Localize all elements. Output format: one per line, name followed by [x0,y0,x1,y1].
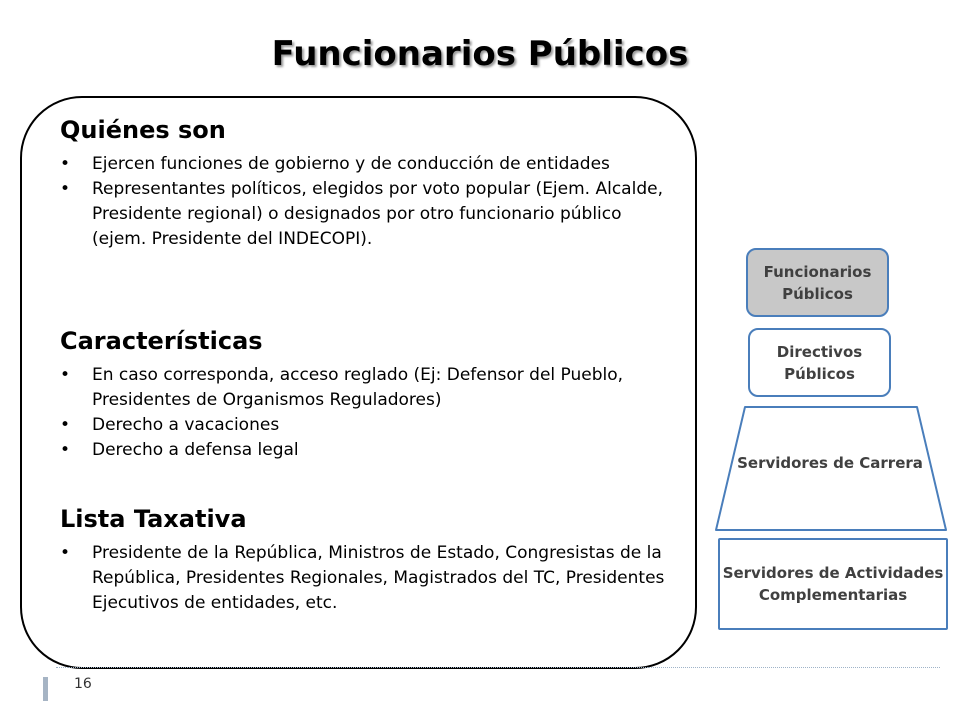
list-item: • Derecho a defensa legal [60,438,680,463]
footer-accent-bar [43,677,48,701]
list-item: • Presidente de la República, Ministros de Estado, Congresistas de la República, Presidentes Regionales, Magistrados del TC, Presidentes Ejecutivos de entidades, etc. [60,541,680,616]
pyramid-label: Servidores de Carrera [737,454,923,472]
list-item: • Representantes políticos, elegidos por voto popular (Ejem. Alcalde, Presidente regional) o designados por otro funcionario público (ejem. Presidente del INDECOPI). [60,177,680,252]
pyramid-level-funcionarios-publicos [746,248,889,317]
list-item: • Derecho a vacaciones [60,413,680,438]
pyramid-level-directivos-publicos [748,328,891,397]
list-item: • Ejercen funciones de gobierno y de conducción de entidades [60,152,680,177]
list-item: • En caso corresponda, acceso reglado (Ej: Defensor del Pueblo, Presidentes de Organismos Reguladores) [60,363,680,413]
section-heading-quienes-son: Quiénes son [60,116,226,144]
bullet-list-quienes-son [60,152,680,252]
slide-title: Funcionarios Públicos [271,34,689,74]
pyramid-level-servidores-actividades-complementarias [718,538,948,630]
pyramid-label: Directivos Públicos [776,342,863,383]
footer-divider [56,667,940,668]
section-heading-caracteristicas: Características [60,327,263,355]
section-heading-lista-taxativa: Lista Taxativa [60,505,247,533]
bullet-list-caracteristicas [60,363,680,463]
page-number: 16 [74,676,92,692]
pyramid-label: Funcionarios Públicos [763,262,872,303]
pyramid-label: Servidores de Actividades Complementarias [722,564,944,604]
bullet-list-lista-taxativa [60,541,680,616]
